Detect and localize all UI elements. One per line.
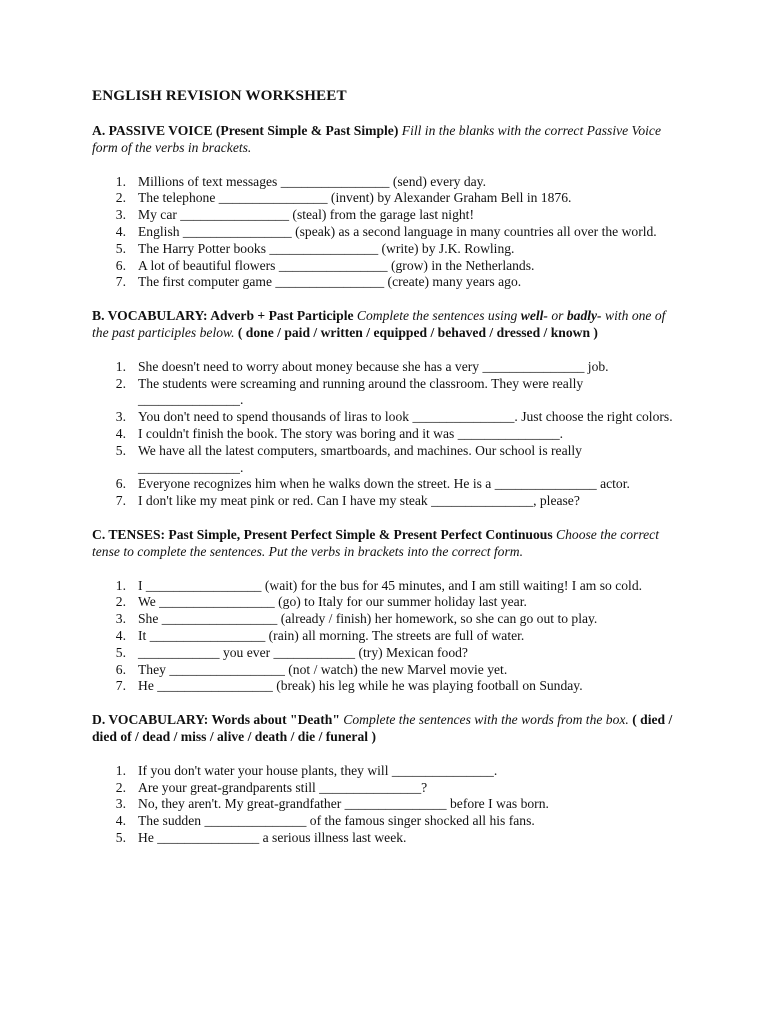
- section-a-heading: [92, 123, 682, 157]
- section-b-word-list: ( done / paid / written / equipped / behaved / dressed / known ): [237, 324, 598, 340]
- section-b-list: [92, 359, 682, 510]
- item-text: No, they aren't. My great-grandfather _______________ before I was born.: [138, 796, 549, 812]
- list-item: 7. I don't like my meat pink or red. Can I have my steak _______________, please?: [115, 493, 580, 509]
- list-item: 2. The telephone ________________ (invent) by Alexander Graham Bell in 1876.: [115, 190, 572, 206]
- item-text: English ________________ (speak) as a second language in many countries all over the world.: [138, 223, 657, 239]
- item-text: You don't need to spend thousands of liras to look _______________. Just choose the right colors.: [138, 409, 673, 425]
- section-c-instruction: Choose the correct tense to complete the sentences. Put the verbs in brackets into the correct form.: [92, 526, 659, 559]
- item-text: Are your great-grandparents still _______________?: [138, 779, 428, 795]
- item-text: Everyone recognizes him when he walks down the street. He is a _______________ actor.: [138, 476, 630, 492]
- list-item: 3. She _________________ (already / finish) her homework, so she can go out to play.: [115, 611, 598, 627]
- list-item: 3. You don't need to spend thousands of liras to look _______________. Just choose the right colors.: [115, 409, 673, 425]
- section-b-word-well: well-: [520, 308, 548, 324]
- item-text: I _________________ (wait) for the bus for 45 minutes, and I am still waiting! I am so cold.: [138, 577, 643, 593]
- list-item: 7. He _________________ (break) his leg while he was playing football on Sunday.: [115, 678, 583, 694]
- item-text: If you don't water your house plants, they will _______________.: [138, 762, 498, 778]
- item-text: It _________________ (rain) all morning. The streets are full of water.: [138, 627, 525, 643]
- list-item: 2. The students were screaming and running around the classroom. They were really _______________.: [115, 375, 584, 408]
- section-d-instruction: Complete the sentences with the words from the box.: [343, 712, 629, 728]
- list-item: 5. We have all the latest computers, smartboards, and machines. Our school is really _______________.: [115, 442, 582, 475]
- item-text: We _________________ (go) to Italy for our summer holiday last year.: [138, 594, 527, 610]
- section-b-instruction-or: or: [551, 308, 564, 324]
- item-text: My car ________________ (steal) from the garage last night!: [138, 207, 474, 223]
- list-item: 2. We _________________ (go) to Italy for our summer holiday last year.: [115, 594, 527, 610]
- section-b-heading: [92, 308, 682, 342]
- list-item: 3. My car ________________ (steal) from the garage last night!: [115, 207, 474, 223]
- item-text: He _________________ (break) his leg while he was playing football on Sunday.: [138, 678, 583, 694]
- item-text: Millions of text messages ________________ (send) every day.: [138, 173, 486, 189]
- list-item: 4. I couldn't finish the book. The story was boring and it was _______________.: [115, 425, 564, 441]
- worksheet-page: [92, 86, 682, 864]
- section-a-instruction: Fill in the blanks with the correct Passive Voice form of the verbs in brackets.: [92, 123, 661, 155]
- list-item: 5. The Harry Potter books ________________ (write) by J.K. Rowling.: [115, 240, 515, 256]
- item-text: The Harry Potter books ________________ (write) by J.K. Rowling.: [138, 240, 515, 256]
- item-text: The students were screaming and running around the classroom. They were really _______________.: [138, 375, 584, 408]
- section-b-word-badly: badly-: [566, 308, 602, 324]
- list-item: 1. If you don't water your house plants, they will _______________.: [115, 762, 498, 778]
- list-item: 6. They _________________ (not / watch) the new Marvel movie yet.: [115, 661, 508, 677]
- item-text: A lot of beautiful flowers ________________ (grow) in the Netherlands.: [138, 257, 535, 273]
- section-a-list: [92, 174, 682, 292]
- section-c-label: C. TENSES: Past Simple, Present Perfect Simple & Present Perfect Continuous: [92, 526, 553, 542]
- item-text: She doesn't need to worry about money because she has a very _______________ job.: [138, 358, 609, 374]
- list-item: 7. The first computer game ________________ (create) many years ago.: [115, 274, 522, 290]
- worksheet-title: ENGLISH REVISION WORKSHEET: [92, 87, 347, 104]
- item-text: The telephone ________________ (invent) by Alexander Graham Bell in 1876.: [138, 190, 572, 206]
- item-text: She _________________ (already / finish) her homework, so she can go out to play.: [138, 611, 598, 627]
- section-d-list: [92, 763, 682, 847]
- list-item: 3. No, they aren't. My great-grandfather _______________ before I was born.: [115, 796, 549, 812]
- item-text: They _________________ (not / watch) the new Marvel movie yet.: [138, 661, 508, 677]
- section-b-instruction-1: Complete the sentences using: [356, 308, 518, 324]
- list-item: 4. The sudden _______________ of the famous singer shocked all his fans.: [115, 813, 535, 829]
- section-c-list: [92, 578, 682, 696]
- list-item: 6. A lot of beautiful flowers ________________ (grow) in the Netherlands.: [115, 257, 535, 273]
- list-item: 5. He _______________ a serious illness last week.: [115, 829, 407, 845]
- list-item: 2. Are your great-grandparents still _______________?: [115, 779, 428, 795]
- item-text: He _______________ a serious illness last week.: [138, 829, 407, 845]
- list-item: 1. Millions of text messages ________________ (send) every day.: [115, 173, 486, 189]
- item-text: We have all the latest computers, smartboards, and machines. Our school is really _______________.: [138, 442, 582, 475]
- item-text: I couldn't finish the book. The story was boring and it was _______________.: [138, 425, 564, 441]
- item-text: I don't like my meat pink or red. Can I have my steak _______________, please?: [138, 493, 580, 509]
- list-item: 6. Everyone recognizes him when he walks down the street. He is a _______________ actor.: [115, 476, 630, 492]
- section-b-label: B. VOCABULARY: Adverb + Past Participle: [92, 308, 354, 324]
- list-item: 4. It _________________ (rain) all morning. The streets are full of water.: [115, 627, 525, 643]
- section-d-word-list: ( died / died of / dead / miss / alive / death / die / funeral ): [92, 712, 673, 744]
- item-text: The first computer game ________________ (create) many years ago.: [138, 274, 522, 290]
- section-d-heading: [92, 712, 682, 746]
- list-item: 1. I _________________ (wait) for the bus for 45 minutes, and I am still waiting! I am so cold.: [115, 577, 643, 593]
- section-c-heading: [92, 527, 682, 561]
- item-text: The sudden _______________ of the famous singer shocked all his fans.: [138, 813, 535, 829]
- list-item: 5. ____________ you ever ____________ (try) Mexican food?: [115, 644, 468, 660]
- section-b-instruction-2: with one of the past participles below.: [92, 308, 666, 340]
- list-item: 4. English ________________ (speak) as a second language in many countries all over the world.: [115, 223, 657, 239]
- item-text: ____________ you ever ____________ (try) Mexican food?: [138, 644, 468, 660]
- section-d-label: D. VOCABULARY: Words about "Death": [92, 712, 340, 728]
- list-item: 1. She doesn't need to worry about money because she has a very _______________ job.: [115, 358, 609, 374]
- section-a-label: A. PASSIVE VOICE (Present Simple & Past Simple): [92, 123, 399, 138]
